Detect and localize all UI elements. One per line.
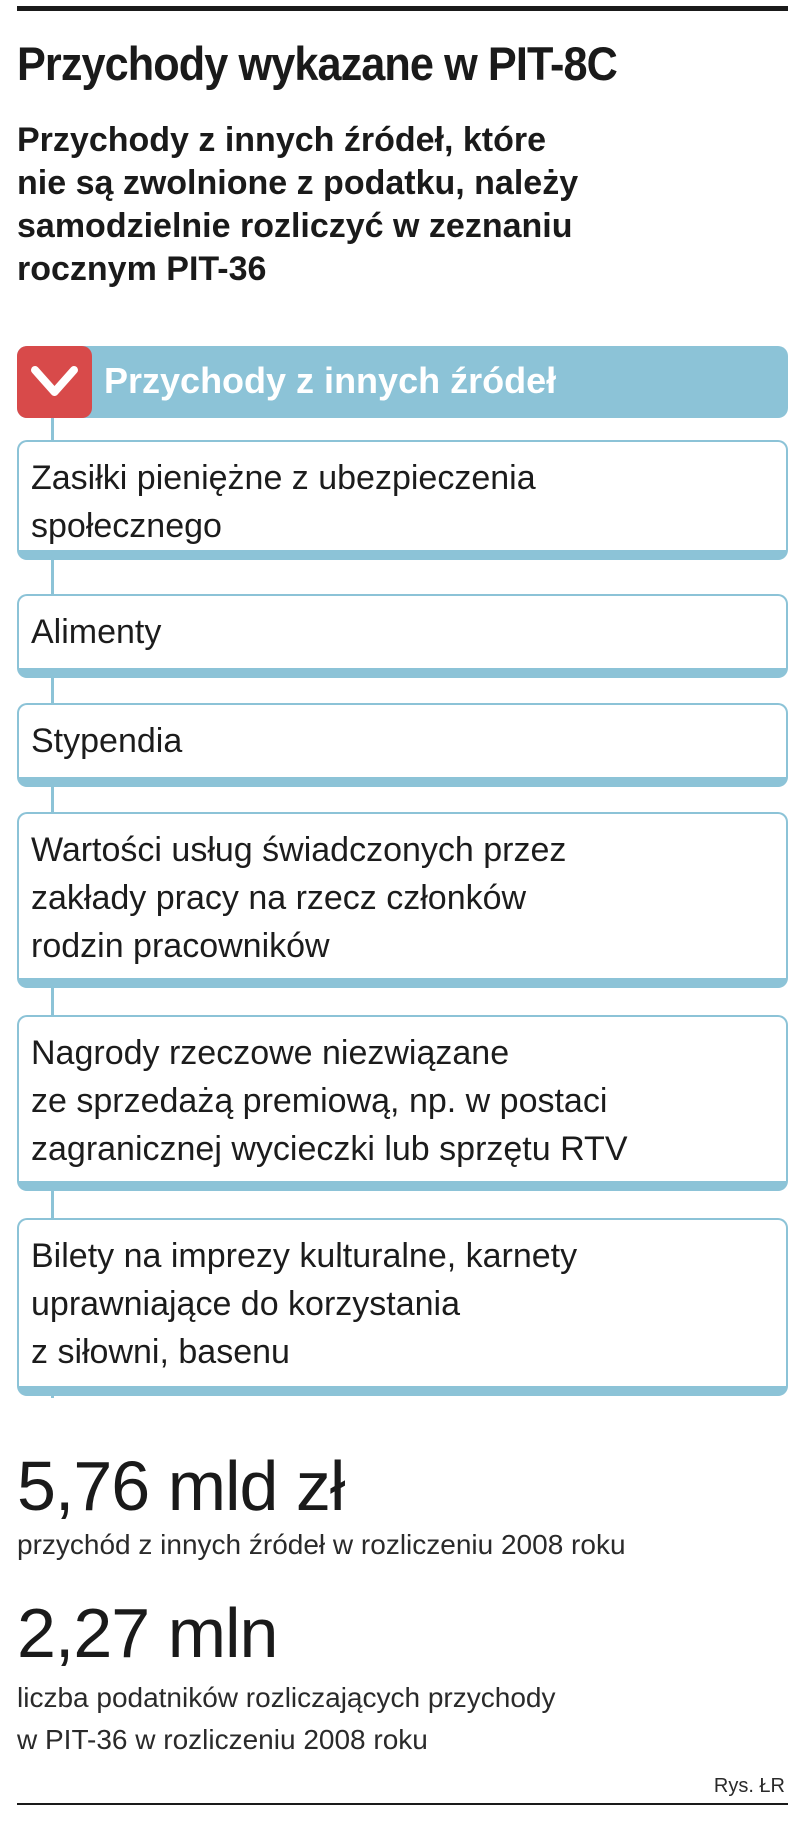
section-header (17, 346, 788, 418)
list-item-line: z siłowni, basenu (31, 1333, 290, 1371)
bottom-rule (17, 1803, 788, 1805)
list-item-line: ze sprzedażą premiową, np. w postaci (31, 1082, 608, 1120)
list-item-text (31, 1232, 577, 1376)
list-item-line: zakłady pracy na rzecz członków (31, 879, 527, 917)
list-item (17, 1218, 788, 1396)
list-item-line: Wartości usług świadczonych przez (31, 831, 567, 869)
list-item (17, 703, 788, 787)
stat-value: 5,76 mld zł (17, 1447, 345, 1525)
subtitle-line: samodzielnie rozliczyć w zeznaniu (17, 207, 573, 245)
subtitle-line: rocznym PIT-36 (17, 250, 267, 288)
list-item-line: rodzin pracowników (31, 927, 330, 965)
list-item-text (31, 608, 161, 656)
stat-label (17, 1524, 626, 1566)
stat-value: 2,27 mln (17, 1594, 278, 1672)
subtitle-line: nie są zwolnione z podatku, należy (17, 164, 579, 202)
list-item-line: zagranicznej wycieczki lub sprzętu RTV (31, 1130, 628, 1168)
stat-label-line: liczba podatników rozliczających przychody (17, 1682, 556, 1713)
list-item-text (31, 454, 536, 550)
list-item-line: Zasiłki pieniężne z ubezpieczenia (31, 459, 536, 497)
top-rule (17, 6, 788, 11)
list-item-line: uprawniające do korzystania (31, 1285, 461, 1323)
list-item (17, 1015, 788, 1191)
stat-label-line: przychód z innych źródeł w rozliczeniu 2008 roku (17, 1529, 626, 1560)
list-item-text (31, 826, 566, 970)
list-item (17, 440, 788, 560)
section-header-label: Przychody z innych źródeł (104, 360, 557, 401)
page-title: Przychody wykazane w PIT-8C (17, 37, 617, 90)
subtitle (17, 119, 777, 291)
subtitle-line: Przychody z innych źródeł, które (17, 121, 547, 159)
list-item (17, 594, 788, 678)
list-item-line: społecznego (31, 507, 222, 545)
list-item-line: Nagrody rzeczowe niezwiązane (31, 1034, 510, 1072)
stat-label-line: w PIT-36 w rozliczeniu 2008 roku (17, 1724, 428, 1755)
list-item-line: Stypendia (31, 722, 183, 760)
stat-label (17, 1677, 555, 1761)
list-item-line: Bilety na imprezy kulturalne, karnety (31, 1237, 578, 1275)
list-item (17, 812, 788, 988)
list-item-text (31, 1029, 628, 1173)
chevron-down-icon (17, 346, 92, 418)
list-item-text (31, 717, 182, 765)
credit-text: Rys. ŁR (713, 1775, 785, 1797)
list-item-line: Alimenty (31, 613, 162, 651)
